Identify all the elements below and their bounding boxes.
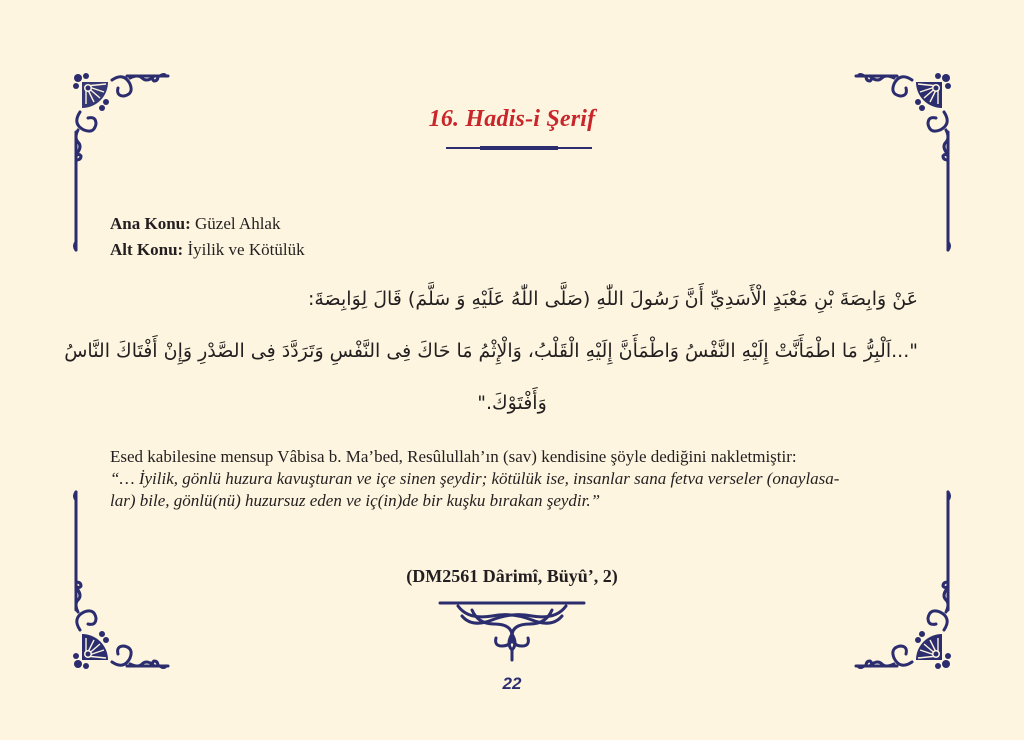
hadith-title: 16. Hadis-i Şerif xyxy=(428,106,596,132)
sub-topic-value: İyilik ve Kötülük xyxy=(183,240,305,259)
title-underline-divider xyxy=(446,147,592,149)
translation-quote-line-2: lar) bile, gönlü(nü) huzursuz eden ve iç(in)de bir kuşku bırakan şeydir.” xyxy=(110,491,601,510)
arabic-text-line-1: عَنْ وَابِصَةَ بْنِ مَعْبَدٍ الْأَسَدِيِّ أَنَّ رَسُولَ اللّٰهِ (صَلَّى اللّٰهُ عَلَيْهِ وَ سَلَّمَ) قَالَ لِوَابِصَةَ: xyxy=(307,288,918,310)
arabic-text-line-2: "...اَلْبِرُّ مَا اطْمَأَنَّتْ إِلَيْهِ النَّفْسُ وَاطْمَأَنَّ إِلَيْهِ الْقَلْبُ، وَالْإِثْمُ مَا حَاكَ فِى النَّفْسِ وَتَرَدَّدَ فِى الصَّدْرِ وَإِنْ أَفْتَاكَ النَّاسُ xyxy=(64,340,918,362)
corner-ornament-top-right-icon xyxy=(852,72,952,252)
translation-intro: Esed kabilesine mensup Vâbisa b. Ma’bed, Resûlullah’ın (sav) kendisine şöyle dediğini nakletmiştir: xyxy=(110,447,797,466)
arabic-text-line-3: وَأَفْتَوْكَ." xyxy=(477,392,547,414)
hadith-source-reference: (DM2561 Dârimî, Büyû’, 2) xyxy=(406,566,618,586)
sub-topic-label: Alt Konu: xyxy=(110,240,184,259)
topic-block xyxy=(110,211,305,263)
main-topic-row xyxy=(110,211,305,237)
page-number: 22 xyxy=(502,674,522,693)
translation-block xyxy=(110,446,930,512)
floral-corner-icon xyxy=(852,72,952,252)
sub-topic-row xyxy=(110,237,305,263)
translation-quote-line-1: “… İyilik, gönlü huzura kavuşturan ve içe sinen şeydir; kötülük ise, insanlar sana fetva verseler (onaylasa- xyxy=(110,469,840,488)
main-topic-label: Ana Konu: xyxy=(110,214,191,233)
main-topic-value: Güzel Ahlak xyxy=(190,214,281,233)
knot-ornament-icon xyxy=(438,600,586,662)
